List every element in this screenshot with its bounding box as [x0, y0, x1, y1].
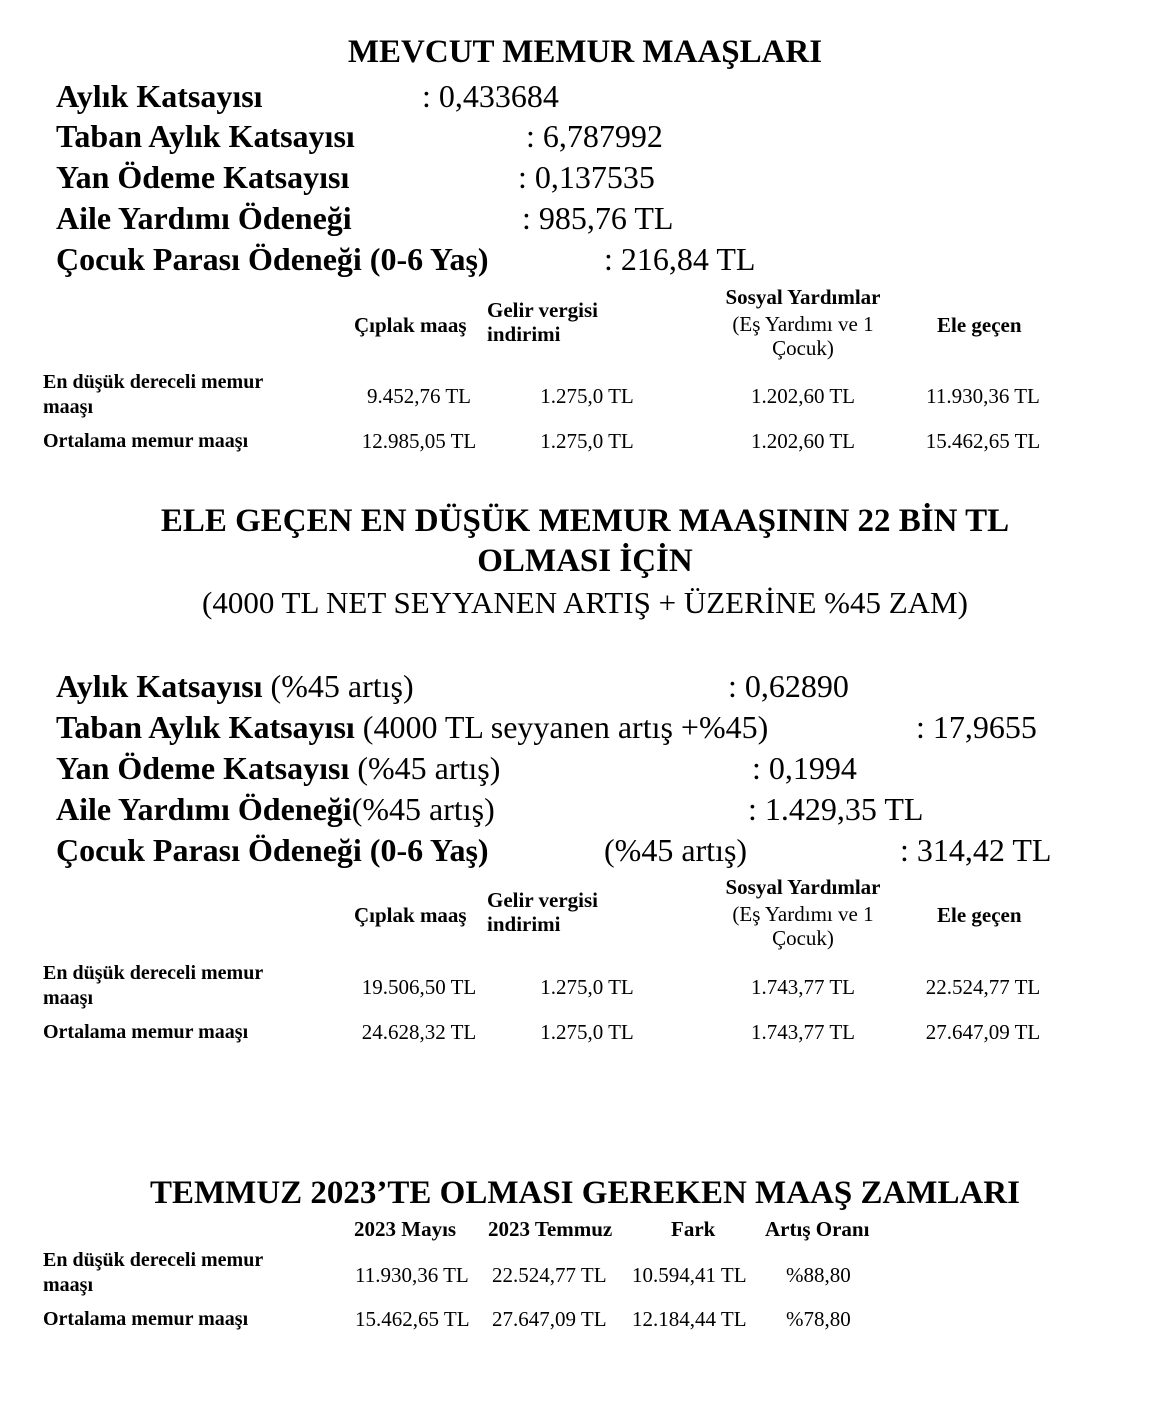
cell-sosyal: 1.202,60 TL	[750, 384, 856, 408]
cell-ele: 15.462,65 TL	[925, 429, 1041, 453]
header-gelir: Gelir vergisi indirimi	[487, 298, 598, 346]
cell-temmuz: 22.524,77 TL	[492, 1263, 607, 1287]
header-mayis: 2023 Mayıs	[354, 1217, 457, 1241]
coef-yanodeme-value: : 0,1994	[752, 750, 857, 786]
section2-subtitle: (4000 TL NET SEYYANEN ARTIŞ + ÜZERİNE %45 ZAM)	[202, 585, 968, 620]
cell-temmuz: 27.647,09 TL	[492, 1307, 607, 1331]
coef-aile-value: : 1.429,35 TL	[748, 791, 924, 827]
cell-oran: %78,80	[786, 1307, 851, 1331]
coef-taban-label: Taban Aylık Katsayısı	[56, 118, 355, 154]
cell-mayis: 11.930,36 TL	[355, 1263, 469, 1287]
coef-aylik-label: Aylık Katsayısı (%45 artış)	[56, 668, 414, 704]
row-label: En düşük dereceli memur maaşı	[43, 962, 264, 1009]
cell-fark: 12.184,44 TL	[632, 1307, 747, 1331]
cell-oran: %88,80	[786, 1263, 851, 1287]
cell-mayis: 15.462,65 TL	[355, 1307, 470, 1331]
header-temmuz: 2023 Temmuz	[488, 1217, 613, 1241]
coef-yanodeme-label: Yan Ödeme Katsayısı (%45 artış)	[56, 750, 501, 786]
cell-ciplak: 24.628,32 TL	[361, 1020, 477, 1044]
cell-gelir: 1.275,0 TL	[540, 384, 634, 408]
cell-ele: 11.930,36 TL	[926, 384, 1040, 408]
header-ele: Ele geçen	[937, 903, 1022, 927]
coef-cocuk-label: Çocuk Parası Ödeneği (0-6 Yaş)	[56, 241, 489, 277]
header-ele: Ele geçen	[937, 313, 1022, 337]
row-label: Ortalama memur maaşı	[43, 1021, 249, 1043]
coef-taban-label: Taban Aylık Katsayısı (4000 TL seyyanen artış +%45)	[56, 709, 769, 745]
header-oran: Artış Oranı	[765, 1217, 870, 1241]
header-gelir: Gelir vergisi indirimi	[487, 888, 598, 936]
row-label: En düşük dereceli memur maaşı	[43, 371, 264, 418]
header-sosyal-detail: (Eş Yardımı ve 1 Çocuk)	[732, 312, 874, 360]
coef-yanodeme-value: : 0,137535	[518, 159, 655, 195]
cell-ciplak: 19.506,50 TL	[361, 975, 477, 999]
header-ciplak: Çıplak maaş	[354, 313, 467, 337]
header-sosyal-detail: (Eş Yardımı ve 1 Çocuk)	[732, 902, 874, 950]
cell-gelir: 1.275,0 TL	[540, 429, 634, 453]
coef-aile-label: Aile Yardımı Ödeneği	[56, 200, 352, 236]
header-sosyal: Sosyal Yardımlar	[725, 875, 881, 899]
section2-title-line2: OLMASI İÇİN	[477, 543, 693, 579]
header-fark: Fark	[671, 1217, 716, 1241]
section2-title-line1: ELE GEÇEN EN DÜŞÜK MEMUR MAAŞININ 22 BİN TL	[160, 503, 1010, 539]
coef-aylik-value: : 0,433684	[422, 78, 559, 114]
cell-fark: 10.594,41 TL	[632, 1263, 747, 1287]
cell-ele: 27.647,09 TL	[925, 1020, 1041, 1044]
coef-cocuk-note: (%45 artış)	[604, 832, 748, 868]
row-label: En düşük dereceli memur maaşı	[43, 1249, 264, 1296]
cell-sosyal: 1.743,77 TL	[750, 1020, 856, 1044]
header-ciplak: Çıplak maaş	[354, 903, 467, 927]
cell-sosyal: 1.202,60 TL	[750, 429, 856, 453]
row-label: Ortalama memur maaşı	[43, 1308, 249, 1330]
cell-sosyal: 1.743,77 TL	[750, 975, 856, 999]
row-label: Ortalama memur maaşı	[43, 430, 249, 452]
cell-ele: 22.524,77 TL	[925, 975, 1041, 999]
coef-aile-label: Aile Yardımı Ödeneği(%45 artış)	[56, 791, 495, 827]
coef-taban-value: : 17,9655	[916, 709, 1037, 745]
coef-aile-value: : 985,76 TL	[522, 200, 674, 236]
coef-cocuk-value: : 314,42 TL	[900, 832, 1052, 868]
cell-ciplak: 12.985,05 TL	[361, 429, 477, 453]
section1-title: MEVCUT MEMUR MAAŞLARI	[347, 34, 823, 70]
coef-aylik-label: Aylık Katsayısı	[56, 78, 263, 114]
header-sosyal: Sosyal Yardımlar	[725, 285, 881, 309]
cell-gelir: 1.275,0 TL	[540, 975, 634, 999]
coef-taban-value: : 6,787992	[526, 118, 663, 154]
cell-gelir: 1.275,0 TL	[540, 1020, 634, 1044]
coef-yanodeme-label: Yan Ödeme Katsayısı	[56, 159, 350, 195]
section3-title: TEMMUZ 2023’TE OLMASI GEREKEN MAAŞ ZAMLARI	[150, 1175, 1020, 1211]
coef-aylik-value: : 0,62890	[728, 668, 849, 704]
coef-cocuk-value: : 216,84 TL	[604, 241, 756, 277]
cell-ciplak: 9.452,76 TL	[366, 384, 472, 408]
coef-cocuk-label: Çocuk Parası Ödeneği (0-6 Yaş)	[56, 832, 489, 868]
